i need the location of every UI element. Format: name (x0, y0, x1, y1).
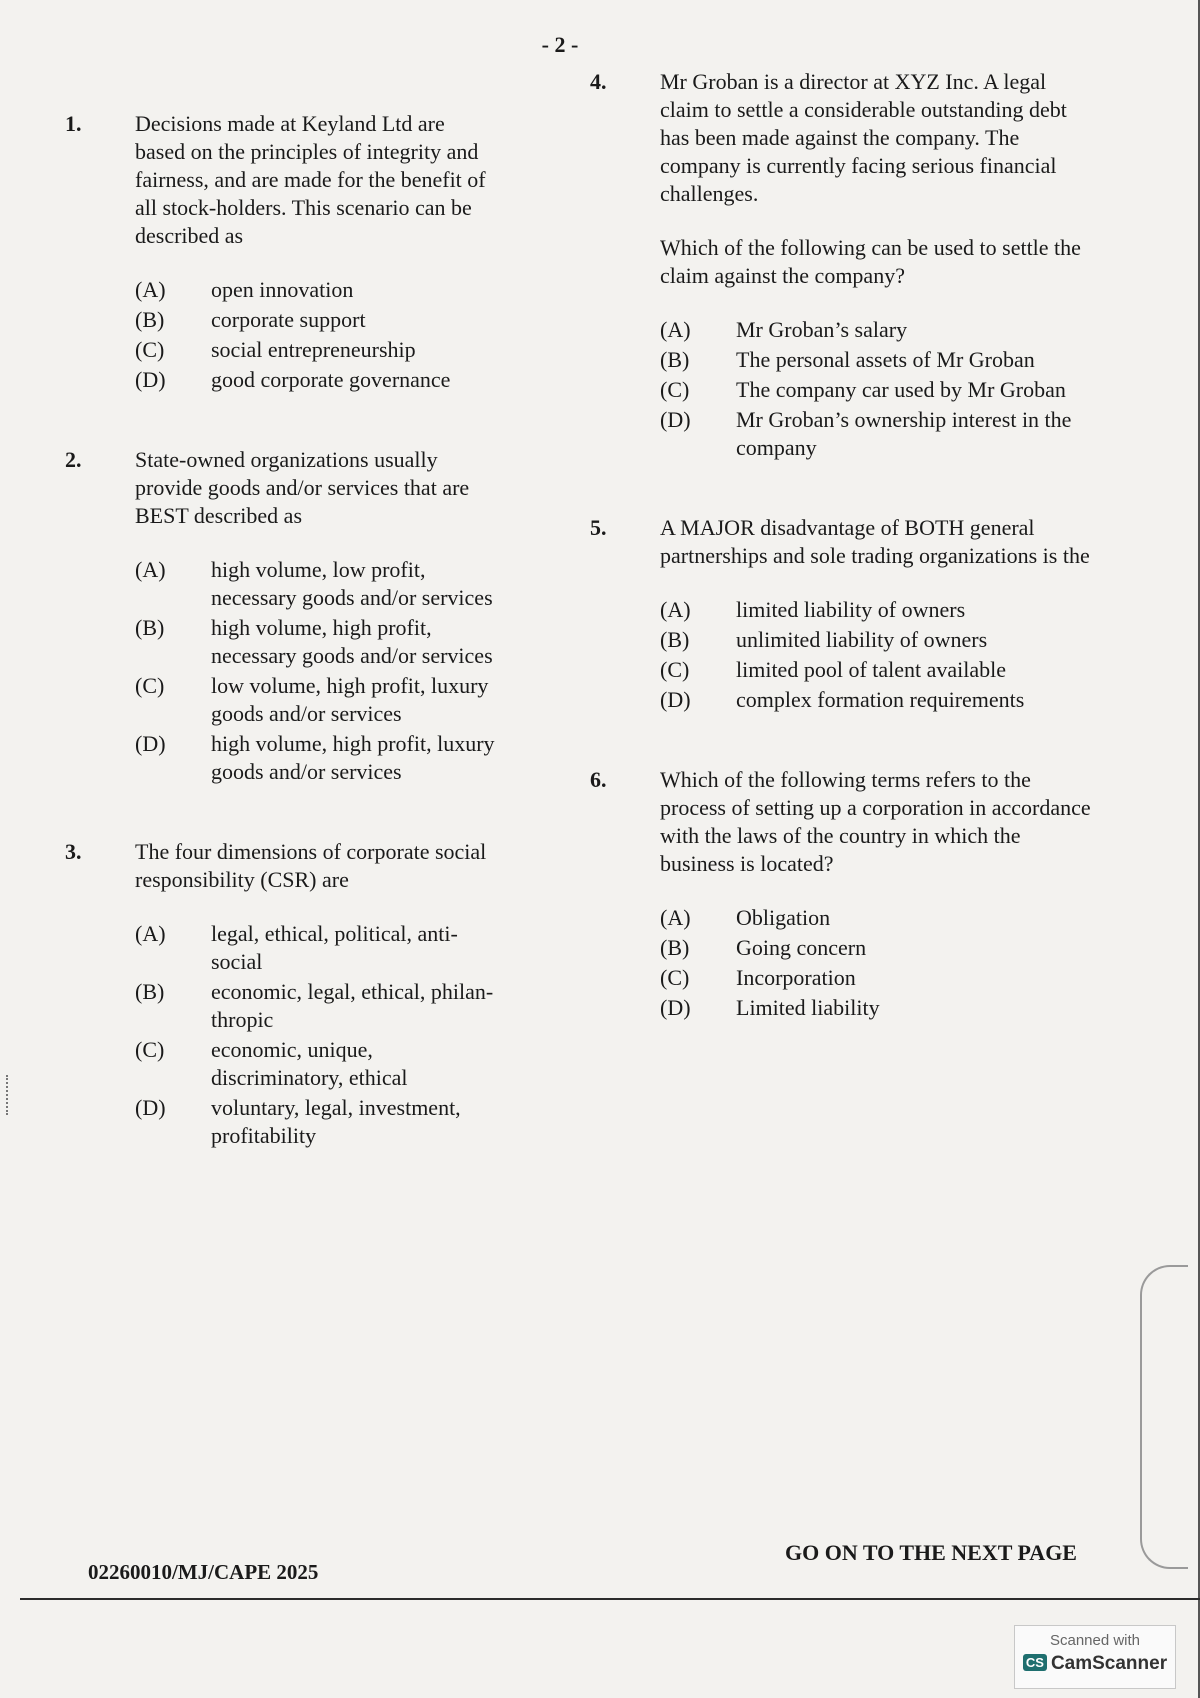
option-text: The company car used by Mr Groban (736, 377, 1066, 402)
option-letter: (A) (135, 557, 166, 582)
question-stem: Mr Groban is a director at XYZ Inc. A legal claim to settle a considerable outstanding debt has been made against the company. The company is currently facing serious financial challenges. (660, 69, 1067, 206)
option-c[interactable] (660, 656, 1100, 684)
option-letter: (C) (660, 377, 690, 402)
option-text: good corporate governance (211, 367, 451, 392)
option-letter: (C) (135, 337, 165, 362)
paper-code: 02260010/MJ/CAPE 2025 (88, 1560, 319, 1584)
option-text: high volume, high profit, luxury goods and/or services (211, 731, 495, 784)
option-letter: (D) (135, 1095, 166, 1120)
option-a[interactable] (135, 920, 495, 976)
option-letter: (B) (660, 935, 690, 960)
option-d[interactable] (135, 730, 495, 786)
scanner-watermark (1014, 1625, 1176, 1689)
option-d[interactable] (660, 994, 1100, 1022)
option-c[interactable] (135, 336, 495, 364)
question-6 (590, 766, 1100, 1022)
option-letter: (D) (135, 731, 166, 756)
question-5 (590, 514, 1100, 714)
question-4 (590, 68, 1100, 462)
option-letter: (D) (660, 687, 691, 712)
binder-clip-mark (1140, 1265, 1188, 1569)
left-column (65, 110, 495, 1202)
option-a[interactable] (660, 316, 1100, 344)
question-stem: State-owned organizations usually provide goods and/or services that are BEST described as (135, 447, 470, 528)
watermark-brand-row (1015, 1653, 1175, 1675)
option-c[interactable] (660, 376, 1100, 404)
option-text: complex formation requirements (736, 687, 1025, 712)
option-d[interactable] (135, 1094, 495, 1150)
option-text: economic, legal, ethical, philan-thropic (211, 979, 494, 1032)
option-text: social entrepreneurship (211, 337, 416, 362)
question-number: 5. (590, 515, 607, 540)
option-text: Mr Groban’s ownership interest in the company (736, 407, 1072, 460)
option-letter: (C) (135, 673, 165, 698)
option-text: legal, ethical, political, anti-social (211, 921, 458, 974)
option-text: The personal assets of Mr Groban (736, 347, 1035, 372)
option-b[interactable] (135, 978, 495, 1034)
option-letter: (B) (660, 627, 690, 652)
option-d[interactable] (135, 366, 495, 394)
question-number: 2. (65, 447, 82, 472)
option-c[interactable] (660, 964, 1100, 992)
question-number: 1. (65, 111, 82, 136)
option-text: high volume, low profit, necessary goods and/or services (211, 557, 493, 610)
option-text: Obligation (736, 905, 831, 930)
option-letter: (A) (135, 921, 166, 946)
option-text: unlimited liability of owners (736, 627, 988, 652)
page-number: - 2 - (541, 32, 579, 57)
option-text: corporate support (211, 307, 366, 332)
option-letter: (A) (660, 905, 691, 930)
option-letter: (B) (660, 347, 690, 372)
question-1 (65, 110, 495, 394)
question-number: 6. (590, 767, 607, 792)
option-b[interactable] (660, 626, 1100, 654)
question-stem: Which of the following terms refers to the process of setting up a corporation in accordance with the laws of the country in which the business is located? (660, 767, 1091, 876)
option-a[interactable] (135, 556, 495, 612)
option-text: limited pool of talent available (736, 657, 1007, 682)
option-text: Limited liability (736, 995, 880, 1020)
option-text: economic, unique, discriminatory, ethical (211, 1037, 408, 1090)
right-column (590, 68, 1100, 1074)
option-letter: (C) (660, 965, 690, 990)
camscanner-logo-icon: CS (1023, 1654, 1047, 1671)
go-on-next-page: GO ON TO THE NEXT PAGE (785, 1540, 1077, 1565)
option-text: Mr Groban’s salary (736, 317, 908, 342)
option-letter: (D) (135, 367, 166, 392)
question-stem-continued: Which of the following can be used to settle the claim against the company? (660, 235, 1081, 288)
option-letter: (C) (135, 1037, 165, 1062)
option-letter: (B) (135, 307, 165, 332)
option-d[interactable] (660, 406, 1100, 462)
option-letter: (A) (660, 317, 691, 342)
option-c[interactable] (135, 672, 495, 728)
footer-divider (20, 1598, 1200, 1600)
option-text: Incorporation (736, 965, 856, 990)
question-3 (65, 838, 495, 1150)
option-a[interactable] (135, 276, 495, 304)
option-text: high volume, high profit, necessary goods and/or services (211, 615, 493, 668)
watermark-caption: Scanned with (1049, 1632, 1141, 1649)
watermark-brand: CamScanner (1050, 1653, 1168, 1674)
question-stem: Decisions made at Keyland Ltd are based on the principles of integrity and fairness, and are made for the benefit of all stock-holders. This scenario can be described as (135, 111, 486, 248)
question-number: 4. (590, 69, 607, 94)
question-number: 3. (65, 839, 82, 864)
option-text: voluntary, legal, investment, profitability (211, 1095, 461, 1148)
option-d[interactable] (660, 686, 1100, 714)
margin-mark (6, 1075, 11, 1115)
option-b[interactable] (660, 346, 1100, 374)
option-a[interactable] (660, 596, 1100, 624)
option-letter: (C) (660, 657, 690, 682)
option-a[interactable] (660, 904, 1100, 932)
question-2 (65, 446, 495, 786)
option-b[interactable] (135, 306, 495, 334)
option-letter: (B) (135, 979, 165, 1004)
question-stem: The four dimensions of corporate social responsibility (CSR) are (135, 839, 487, 892)
option-letter: (A) (660, 597, 691, 622)
option-letter: (D) (660, 407, 691, 432)
option-b[interactable] (135, 614, 495, 670)
option-letter: (A) (135, 277, 166, 302)
option-text: Going concern (736, 935, 867, 960)
option-c[interactable] (135, 1036, 495, 1092)
option-letter: (D) (660, 995, 691, 1020)
option-text: low volume, high profit, luxury goods and/or services (211, 673, 489, 726)
option-text: limited liability of owners (736, 597, 966, 622)
option-b[interactable] (660, 934, 1100, 962)
option-text: open innovation (211, 277, 354, 302)
option-letter: (B) (135, 615, 165, 640)
question-stem: A MAJOR disadvantage of BOTH general partnerships and sole trading organizations is the (660, 515, 1090, 568)
